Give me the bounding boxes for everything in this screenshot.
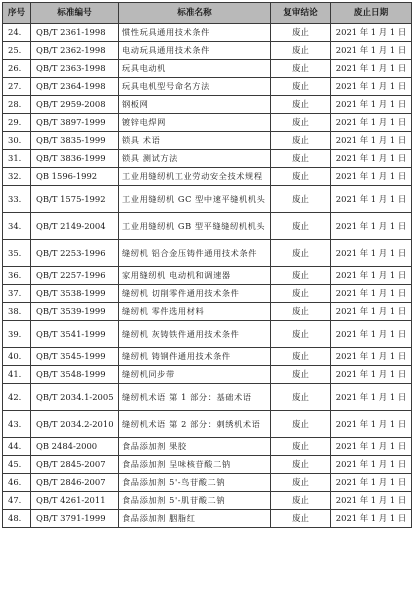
standard-name-cell: 工业用缝纫机 GB 型平缝缝纫机机头 <box>119 213 271 240</box>
standard-code-cell: QB/T 2149-2004 <box>31 213 119 240</box>
standard-name-cell: 电动玩具通用技术条件 <box>119 42 271 60</box>
standard-name-cell: 工业用缝纫机 GC 型中速平缝机机头 <box>119 186 271 213</box>
serial-no-cell: 41. <box>3 366 31 384</box>
serial-no-cell: 46. <box>3 474 31 492</box>
abolish-date-cell: 2021 年 1 月 1 日 <box>331 474 412 492</box>
serial-no-cell: 42. <box>3 384 31 411</box>
review-result-cell: 废止 <box>271 510 331 528</box>
standard-code-cell: QB/T 2364-1998 <box>31 78 119 96</box>
abolished-standards-table <box>2 2 412 528</box>
table-row <box>3 132 412 150</box>
review-result-cell: 废止 <box>271 492 331 510</box>
standard-code-cell: QB/T 3538-1999 <box>31 285 119 303</box>
standard-name-cell: 缝纫机 切削零件通用技术条件 <box>119 285 271 303</box>
standard-code-cell: QB/T 3836-1999 <box>31 150 119 168</box>
standard-name-cell: 工业用缝纫机工业劳动安全技术规程 <box>119 168 271 186</box>
abolish-date-cell: 2021 年 1 月 1 日 <box>331 186 412 213</box>
abolish-date-cell: 2021 年 1 月 1 日 <box>331 492 412 510</box>
abolish-date-cell: 2021 年 1 月 1 日 <box>331 348 412 366</box>
serial-no-cell: 27. <box>3 78 31 96</box>
table-row <box>3 168 412 186</box>
table-row <box>3 303 412 321</box>
serial-no-cell: 35. <box>3 240 31 267</box>
abolish-date-cell: 2021 年 1 月 1 日 <box>331 96 412 114</box>
table-row <box>3 24 412 42</box>
standard-code-cell: QB/T 3835-1999 <box>31 132 119 150</box>
table-row <box>3 96 412 114</box>
table-row <box>3 456 412 474</box>
review-result-cell: 废止 <box>271 438 331 456</box>
review-result-cell: 废止 <box>271 267 331 285</box>
standard-name-cell: 惯性玩具通用技术条件 <box>119 24 271 42</box>
review-result-cell: 废止 <box>271 366 331 384</box>
abolish-date-cell: 2021 年 1 月 1 日 <box>331 456 412 474</box>
standard-name-cell: 食品添加剂 5'-鸟苷酸二钠 <box>119 474 271 492</box>
review-result-cell: 废止 <box>271 348 331 366</box>
review-result-cell: 废止 <box>271 384 331 411</box>
serial-no-cell: 32. <box>3 168 31 186</box>
standard-code-cell: QB/T 1575-1992 <box>31 186 119 213</box>
standard-name-cell: 缝纫机同步带 <box>119 366 271 384</box>
table-row <box>3 492 412 510</box>
standard-code-cell: QB/T 3791-1999 <box>31 510 119 528</box>
standard-code-cell: QB/T 3897-1999 <box>31 114 119 132</box>
serial-no-cell: 29. <box>3 114 31 132</box>
standard-code-cell: QB/T 2257-1996 <box>31 267 119 285</box>
standard-name-cell: 食品添加剂 呈味核苷酸二钠 <box>119 456 271 474</box>
abolish-date-cell: 2021 年 1 月 1 日 <box>331 384 412 411</box>
standard-name-cell: 缝纫机 零件选用材料 <box>119 303 271 321</box>
table-row <box>3 510 412 528</box>
serial-no-cell: 37. <box>3 285 31 303</box>
abolish-date-cell: 2021 年 1 月 1 日 <box>331 267 412 285</box>
standard-name-cell: 缝纫机 铸钢件通用技术条件 <box>119 348 271 366</box>
standard-code-cell: QB/T 2034.1-2005 <box>31 384 119 411</box>
serial-no-cell: 40. <box>3 348 31 366</box>
serial-no-cell: 33. <box>3 186 31 213</box>
abolish-date-cell: 2021 年 1 月 1 日 <box>331 132 412 150</box>
table-row <box>3 285 412 303</box>
standard-name-cell: 食品添加剂 果胶 <box>119 438 271 456</box>
standard-code-cell: QB/T 2034.2-2010 <box>31 411 119 438</box>
table-row <box>3 78 412 96</box>
abolish-date-cell: 2021 年 1 月 1 日 <box>331 285 412 303</box>
abolish-date-cell: 2021 年 1 月 1 日 <box>331 78 412 96</box>
table-row <box>3 366 412 384</box>
standard-code-cell: QB/T 3539-1999 <box>31 303 119 321</box>
standard-name-cell: 缝纫机术语 第 2 部分：刺绣机术语 <box>119 411 271 438</box>
table-row <box>3 438 412 456</box>
review-result-cell: 废止 <box>271 213 331 240</box>
standard-code-cell: QB 1596-1992 <box>31 168 119 186</box>
serial-no-cell: 45. <box>3 456 31 474</box>
serial-no-cell: 36. <box>3 267 31 285</box>
serial-no-cell: 43. <box>3 411 31 438</box>
header-abolish-date: 废止日期 <box>331 3 412 24</box>
abolish-date-cell: 2021 年 1 月 1 日 <box>331 303 412 321</box>
table-row <box>3 60 412 78</box>
standard-code-cell: QB/T 2361-1998 <box>31 24 119 42</box>
serial-no-cell: 24. <box>3 24 31 42</box>
review-result-cell: 废止 <box>271 42 331 60</box>
abolish-date-cell: 2021 年 1 月 1 日 <box>331 150 412 168</box>
abolish-date-cell: 2021 年 1 月 1 日 <box>331 60 412 78</box>
standard-name-cell: 锁具 术语 <box>119 132 271 150</box>
review-result-cell: 废止 <box>271 240 331 267</box>
serial-no-cell: 48. <box>3 510 31 528</box>
table-row <box>3 213 412 240</box>
review-result-cell: 废止 <box>271 186 331 213</box>
header-serial-no: 序号 <box>3 3 31 24</box>
standard-name-cell: 玩具电机型号命名方法 <box>119 78 271 96</box>
abolish-date-cell: 2021 年 1 月 1 日 <box>331 240 412 267</box>
review-result-cell: 废止 <box>271 150 331 168</box>
table-row <box>3 240 412 267</box>
standard-name-cell: 缝纫机术语 第 1 部分：基础术语 <box>119 384 271 411</box>
review-result-cell: 废止 <box>271 60 331 78</box>
standard-code-cell: QB 2484-2000 <box>31 438 119 456</box>
header-standard-name: 标准名称 <box>119 3 271 24</box>
review-result-cell: 废止 <box>271 285 331 303</box>
standard-name-cell: 缝纫机 灰铸铁件通用技术条件 <box>119 321 271 348</box>
review-result-cell: 废止 <box>271 168 331 186</box>
abolish-date-cell: 2021 年 1 月 1 日 <box>331 42 412 60</box>
abolish-date-cell: 2021 年 1 月 1 日 <box>331 510 412 528</box>
standards-document <box>2 2 411 528</box>
table-row <box>3 114 412 132</box>
standard-code-cell: QB/T 3548-1999 <box>31 366 119 384</box>
abolish-date-cell: 2021 年 1 月 1 日 <box>331 321 412 348</box>
header-review-result: 复审结论 <box>271 3 331 24</box>
serial-no-cell: 44. <box>3 438 31 456</box>
standard-name-cell: 家用缝纫机 电动机和调速器 <box>119 267 271 285</box>
abolish-date-cell: 2021 年 1 月 1 日 <box>331 438 412 456</box>
standard-name-cell: 锁具 测试方法 <box>119 150 271 168</box>
serial-no-cell: 28. <box>3 96 31 114</box>
serial-no-cell: 39. <box>3 321 31 348</box>
standard-name-cell: 食品添加剂 5'-肌苷酸二钠 <box>119 492 271 510</box>
review-result-cell: 废止 <box>271 321 331 348</box>
serial-no-cell: 26. <box>3 60 31 78</box>
table-row <box>3 186 412 213</box>
table-row <box>3 321 412 348</box>
standard-code-cell: QB/T 2845-2007 <box>31 456 119 474</box>
standard-name-cell: 钢板网 <box>119 96 271 114</box>
abolish-date-cell: 2021 年 1 月 1 日 <box>331 114 412 132</box>
standard-code-cell: QB/T 2362-1998 <box>31 42 119 60</box>
abolish-date-cell: 2021 年 1 月 1 日 <box>331 213 412 240</box>
review-result-cell: 废止 <box>271 474 331 492</box>
table-row <box>3 150 412 168</box>
standard-code-cell: QB/T 2253-1996 <box>31 240 119 267</box>
table-row <box>3 42 412 60</box>
abolish-date-cell: 2021 年 1 月 1 日 <box>331 411 412 438</box>
table-row <box>3 348 412 366</box>
standard-name-cell: 玩具电动机 <box>119 60 271 78</box>
abolish-date-cell: 2021 年 1 月 1 日 <box>331 24 412 42</box>
abolish-date-cell: 2021 年 1 月 1 日 <box>331 366 412 384</box>
serial-no-cell: 34. <box>3 213 31 240</box>
review-result-cell: 废止 <box>271 78 331 96</box>
standard-name-cell: 食品添加剂 胭脂红 <box>119 510 271 528</box>
abolish-date-cell: 2021 年 1 月 1 日 <box>331 168 412 186</box>
table-header-row <box>3 3 412 24</box>
standard-name-cell: 缝纫机 铝合金压铸件通用技术条件 <box>119 240 271 267</box>
standard-code-cell: QB/T 4261-2011 <box>31 492 119 510</box>
standard-code-cell: QB/T 3545-1999 <box>31 348 119 366</box>
review-result-cell: 废止 <box>271 114 331 132</box>
standard-code-cell: QB/T 3541-1999 <box>31 321 119 348</box>
serial-no-cell: 38. <box>3 303 31 321</box>
standard-code-cell: QB/T 2363-1998 <box>31 60 119 78</box>
standard-code-cell: QB/T 2959-2008 <box>31 96 119 114</box>
serial-no-cell: 31. <box>3 150 31 168</box>
table-row <box>3 384 412 411</box>
review-result-cell: 废止 <box>271 303 331 321</box>
standard-code-cell: QB/T 2846-2007 <box>31 474 119 492</box>
review-result-cell: 废止 <box>271 456 331 474</box>
header-standard-code: 标准编号 <box>31 3 119 24</box>
review-result-cell: 废止 <box>271 132 331 150</box>
review-result-cell: 废止 <box>271 24 331 42</box>
serial-no-cell: 47. <box>3 492 31 510</box>
serial-no-cell: 25. <box>3 42 31 60</box>
review-result-cell: 废止 <box>271 411 331 438</box>
serial-no-cell: 30. <box>3 132 31 150</box>
table-row <box>3 267 412 285</box>
standard-name-cell: 镀锌电焊网 <box>119 114 271 132</box>
table-row <box>3 411 412 438</box>
review-result-cell: 废止 <box>271 96 331 114</box>
table-row <box>3 474 412 492</box>
